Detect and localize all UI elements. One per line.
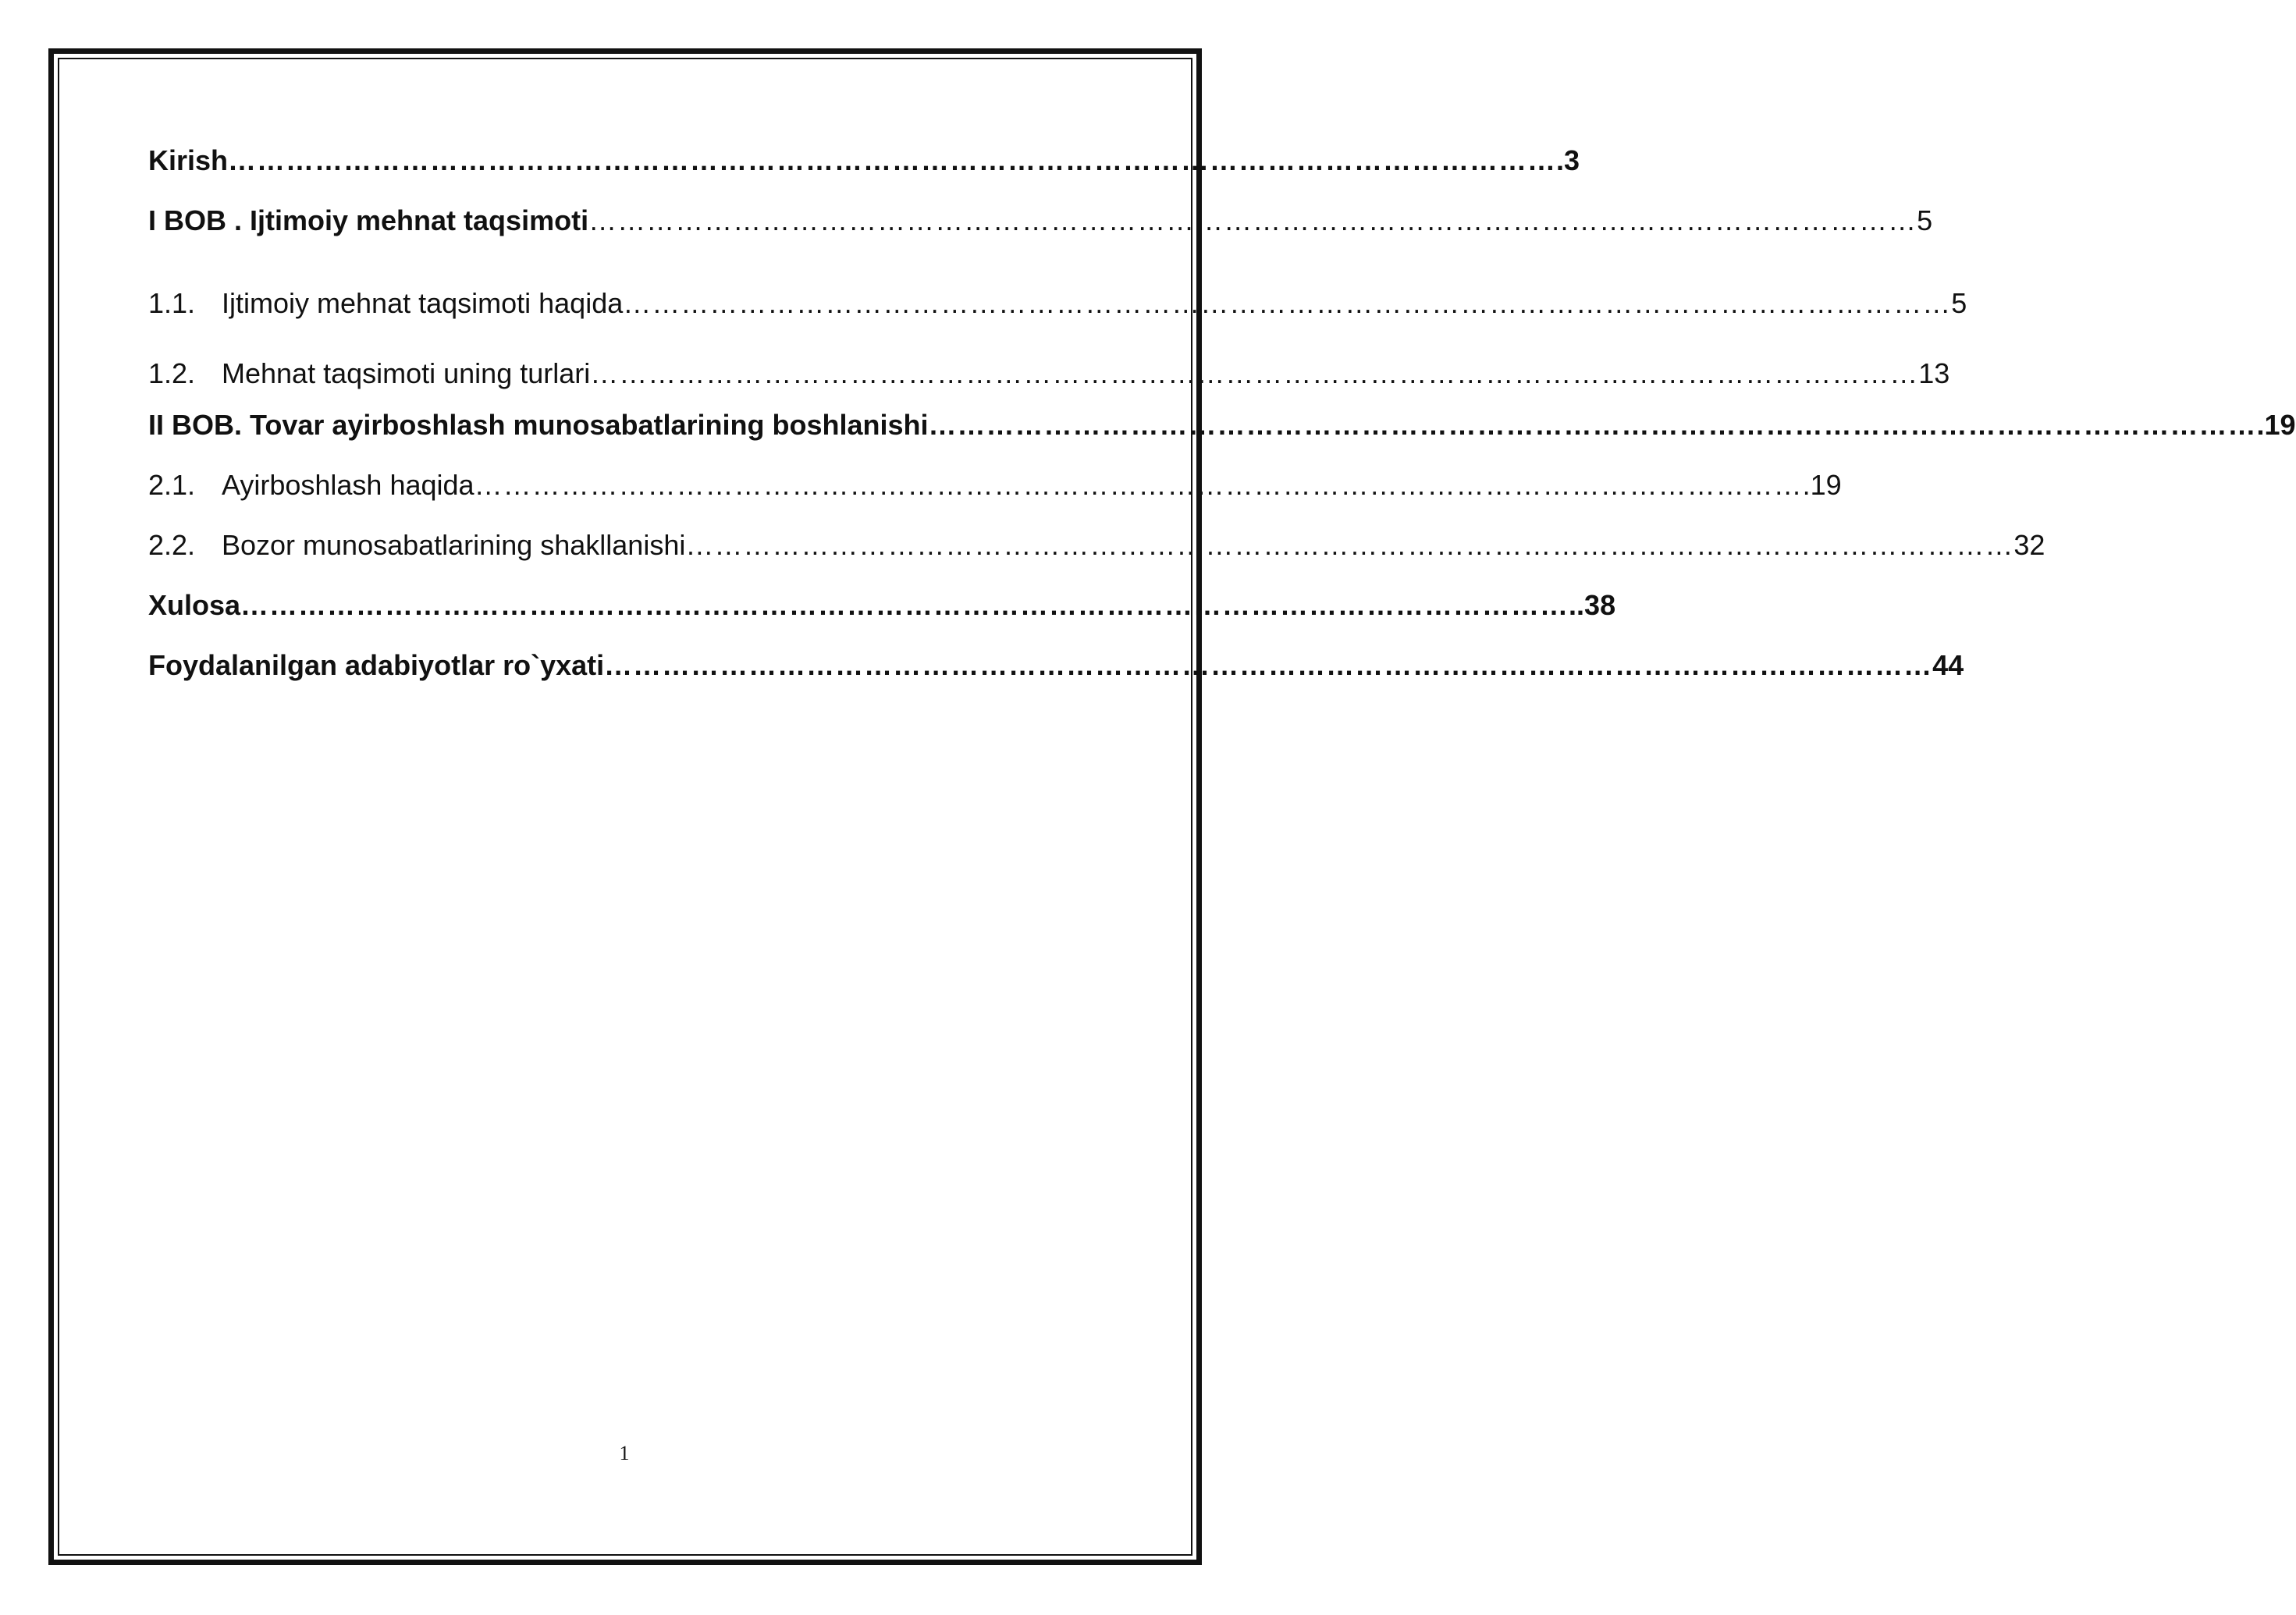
- toc-entry-page: 32: [2013, 529, 2045, 561]
- toc-entry-page: .19: [2256, 409, 2296, 441]
- leader-dots: …………………………………………………………………………………………………………………………: [685, 529, 2014, 561]
- toc-entry-references[interactable]: [148, 649, 1964, 682]
- toc-entry-title: Foydalanilgan adabiyotlar ro`yxati: [148, 649, 605, 681]
- toc-entry-2-1[interactable]: [148, 469, 1842, 502]
- toc-entry-page: 5: [1951, 287, 1967, 319]
- leader-dots: …………………………………………………………………………………………………………………………: [474, 469, 1803, 501]
- toc-entry-1-1[interactable]: [148, 287, 1967, 320]
- leader-dots: …………………………………………………………………………………………………………………………: [228, 144, 1557, 176]
- toc-entry-title: Kirish: [148, 144, 229, 176]
- toc-entry-page: 5: [1917, 204, 1933, 236]
- toc-entry-page: 44: [1932, 649, 1964, 681]
- toc-entry-number: 2.2.: [148, 529, 196, 561]
- toc-entry-title: Ijtimoiy mehnat taqsimoti haqida: [222, 287, 624, 319]
- toc-entry-kirish[interactable]: [148, 144, 1580, 177]
- leader-dots: …………………………………………………………………………………………………………………………: [604, 649, 1933, 681]
- leader-dots: …………………………………………………………………………………………………………………………: [240, 589, 1569, 621]
- leader-dots: …………………………………………………………………………………………………………………………: [590, 357, 1919, 389]
- toc-entry-title: Mehnat taqsimoti uning turlari: [222, 357, 591, 389]
- toc-entry-title: Xulosa: [148, 589, 241, 621]
- leader-dots: …………………………………………………………………………………………………………………………: [928, 409, 2257, 441]
- toc-entry-1-2[interactable]: [148, 357, 1950, 390]
- toc-entry-page: ..38: [1569, 589, 1616, 621]
- toc-entry-title: Ayirboshlash haqida: [222, 469, 474, 501]
- toc-entry-number: 1.1.: [148, 287, 196, 319]
- toc-entry-xulosa[interactable]: [148, 589, 1616, 622]
- toc-entry-page: 13: [1918, 357, 1950, 389]
- page-border-inner: [58, 58, 1192, 1556]
- leader-dots: …………………………………………………………………………………………………………………………: [588, 204, 1917, 236]
- toc-entry-number: 1.2.: [148, 357, 196, 389]
- toc-entry-title: II BOB. Tovar ayirboshlash munosabatlarining boshlanishi: [148, 409, 929, 441]
- toc-entry-chapter-1[interactable]: [148, 204, 1933, 237]
- toc-entry-page: .3: [1556, 144, 1580, 176]
- toc-entry-page: .19: [1802, 469, 1842, 501]
- toc-entry-title: I BOB . Ijtimoiy mehnat taqsimoti: [148, 204, 589, 236]
- toc-entry-2-2[interactable]: [148, 529, 2045, 562]
- leader-dots: …………………………………………………………………………………………………………………………: [623, 287, 1952, 319]
- toc-entry-title: Bozor munosabatlarining shakllanishi: [222, 529, 686, 561]
- toc-entry-number: 2.1.: [148, 469, 196, 501]
- page-number: 1: [619, 1442, 630, 1464]
- toc-entry-chapter-2[interactable]: [148, 409, 2296, 442]
